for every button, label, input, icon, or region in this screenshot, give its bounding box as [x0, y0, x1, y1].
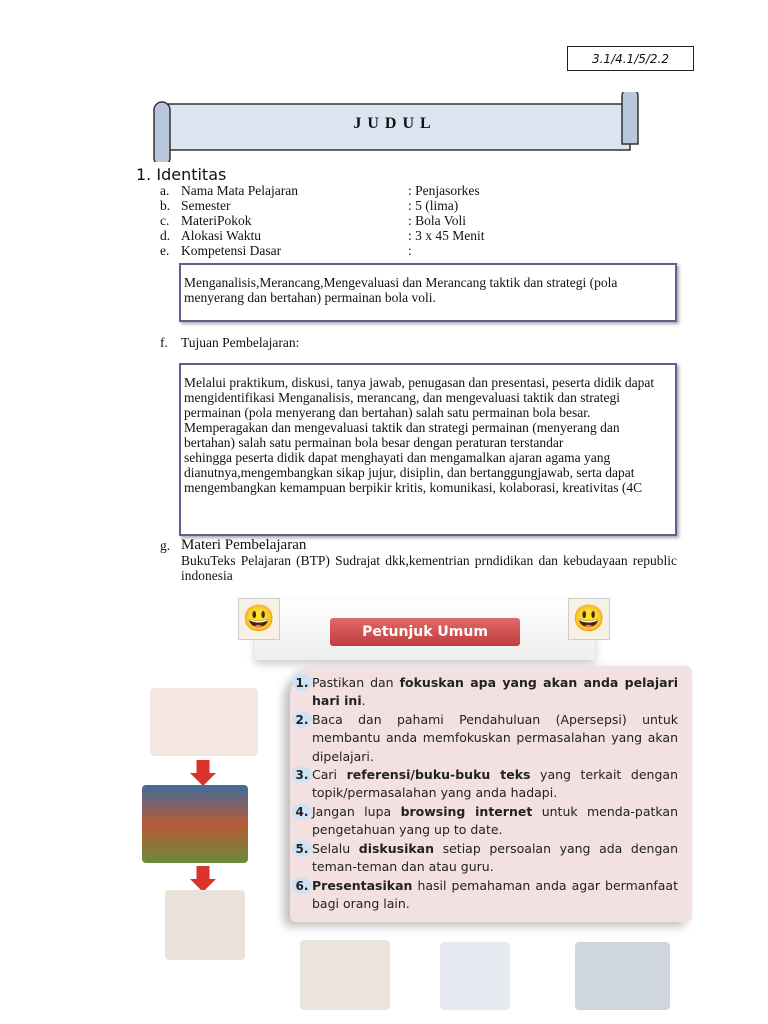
row-letter: g. [160, 538, 171, 553]
row-value: : 5 (lima) [408, 198, 459, 213]
row-letter: f. [160, 335, 168, 350]
step-text: setiap persoalan yang ada dengan teman-teman dan atau guru. [312, 841, 678, 875]
row-value: : Penjasorkes [408, 183, 480, 198]
steps-panel [290, 666, 692, 922]
row-letter: a. [160, 183, 170, 198]
row-letter: d. [160, 228, 171, 243]
step-number: 1. [292, 674, 312, 691]
step-number: 5. [292, 840, 312, 857]
row-letter: b. [160, 198, 171, 213]
step-number: 3. [292, 766, 312, 783]
step-text: Pastikan dan [312, 675, 400, 690]
smiley-icon: 😃 [238, 598, 280, 640]
row-value: : 3 x 45 Menit [408, 228, 485, 243]
row-letter: e. [160, 243, 170, 258]
step-bold-text: Presentasikan [312, 878, 413, 893]
discussion-image [300, 940, 390, 1010]
smiley-icon: 😃 [568, 598, 610, 640]
row-value: : [408, 243, 412, 258]
petunjuk-title: Petunjuk Umum [330, 618, 520, 646]
row-letter: c. [160, 213, 170, 228]
step-number: 6. [292, 877, 312, 894]
page-title: JUDUL [353, 115, 437, 132]
step-bold-text: fokuskan apa yang akan anda pelajari hari ini [312, 675, 678, 709]
row-label: MateriPokok [181, 213, 252, 228]
step-text: Jangan lupa [312, 804, 401, 819]
step-bold-text: referensi/buku-buku teks [346, 767, 531, 782]
step-text: Baca dan pahami Pendahuluan (Apersepsi) untuk membantu anda memfokuskan permasalahan yang akan dipelajari. [312, 712, 678, 764]
row-value: : Bola Voli [408, 213, 467, 228]
row-label: Nama Mata Pelajaran [181, 183, 298, 198]
step-item [295, 803, 678, 840]
materi-text: BukuTeks Pelajaran (BTP) Sudrajat dkk,kementrian prndidikan dan kebudayaan republic indonesia [181, 553, 677, 583]
step-text: yang terkait dengan topik/permasalahan yang anda hadapi. [312, 767, 678, 801]
step-text: . [361, 693, 366, 709]
step-item [295, 711, 678, 766]
step-number: 2. [292, 711, 312, 728]
row-label: Alokasi Waktu [181, 228, 262, 243]
step-item [295, 674, 678, 711]
arrow-down-icon [190, 866, 216, 892]
presentation-image [575, 942, 670, 1010]
kompetensi-dasar-box: Menganalisis,Merancang,Mengevaluasi dan Merancang taktik dan strategi (pola menyerang dan bertahan) permainan bola voli. [179, 263, 677, 322]
step-text: Selalu [312, 841, 359, 856]
section-heading: 1. Identitas [136, 165, 227, 184]
step-item [295, 877, 678, 914]
computer-user-image [165, 890, 245, 960]
row-label: Materi Pembelajaran [181, 537, 307, 553]
code-box: 3.1/4.1/5/2.2 [567, 46, 694, 71]
students-studying-image [150, 688, 258, 756]
tujuan-box [179, 363, 677, 536]
step-text: untuk menda-patkan pengetahuan yang up to date. [312, 804, 678, 838]
step-text: Cari [312, 767, 347, 782]
row-label: Tujuan Pembelajaran: [181, 335, 300, 350]
arrow-down-icon [190, 760, 216, 786]
step-number: 4. [292, 803, 312, 820]
row-label: Kompetensi Dasar [181, 243, 282, 258]
tujuan-text: sehingga peserta didik dapat menghayati dan mengamalkan ajaran agama yang dianutnya,mengembangkan sikap jujur, disiplin, dan bertanggungjawab, serta dapat mengembangkan kemampuan berpikir kritis, komunikasi, kolaborasi, kreativitas (4C [184, 450, 643, 495]
step-bold-text: diskusikan [358, 841, 435, 856]
row-label: Semester [181, 198, 231, 213]
step-item [295, 766, 678, 803]
step-item [295, 840, 678, 877]
step-bold-text: browsing internet [400, 804, 533, 819]
group-image [440, 942, 510, 1010]
step-text: hasil pemahaman anda agar bermanfaat bagi orang lain. [312, 878, 678, 912]
books-image [142, 785, 248, 863]
tujuan-text: Melalui praktikum, diskusi, tanya jawab, penugasan dan presentasi, peserta didik dapat mengidentifikasi Menganalisis, merancang, dan mengevaluasi taktik dan strategi permainan (pola menyerang dan bertahan) salah satu permainan bola besar. Memperagakan dan mengevaluasi taktik dan strategi permainan (menyerang dan bertahan) salah satu permainan bola besar dengan peraturan terstandar [184, 375, 655, 450]
